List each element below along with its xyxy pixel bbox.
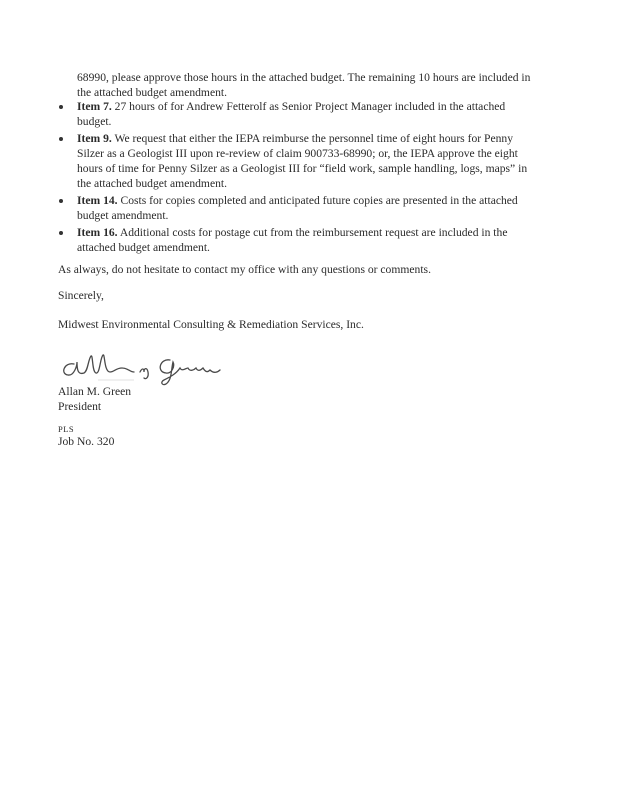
bullet-icon: [59, 231, 63, 235]
item-label: Item 14.: [77, 194, 118, 207]
bullet-icon: [59, 137, 63, 141]
list-item-16: [58, 225, 538, 255]
item-label: Item 16.: [77, 226, 118, 239]
list-item-14: [58, 193, 538, 223]
typist-initials: PLS: [58, 424, 75, 434]
bullet-icon: [59, 199, 63, 203]
item-label: Item 9.: [77, 132, 112, 145]
item-text: Costs for copies completed and anticipated future copies are presented in the attached budget amendment.: [77, 194, 518, 222]
salutation: Sincerely,: [58, 289, 104, 302]
continuation-paragraph: 68990, please approve those hours in the attached budget. The remaining 10 hours are included in the attached budget amendment.: [77, 71, 531, 99]
item-text: Additional costs for postage cut from the reimbursement request are included in the attached budget amendment.: [77, 226, 508, 254]
item-list: [58, 99, 538, 257]
bullet-icon: [59, 105, 63, 109]
item-text: 27 hours of for Andrew Fetterolf as Senior Project Manager included in the attached budget.: [77, 100, 506, 128]
signer-title: President: [58, 400, 102, 413]
list-item-9: [58, 131, 538, 191]
job-number: Job No. 320: [58, 435, 115, 448]
company-name: Midwest Environmental Consulting & Remediation Services, Inc.: [58, 318, 364, 331]
list-item-7: [58, 99, 538, 129]
closing-paragraph: As always, do not hesitate to contact my office with any questions or comments.: [58, 263, 431, 276]
signer-name: Allan M. Green: [58, 385, 132, 398]
item-label: Item 7.: [77, 100, 112, 113]
item-text: We request that either the IEPA reimburse the personnel time of eight hours for Penny Silzer as a Geologist III upon re-review of claim 900733-68990; or, the IEPA approve the eight hours of time for Penny Silzer as a Geologist III for “field work, sample handling, logs, maps” in the attached budget amendment.: [77, 132, 528, 190]
